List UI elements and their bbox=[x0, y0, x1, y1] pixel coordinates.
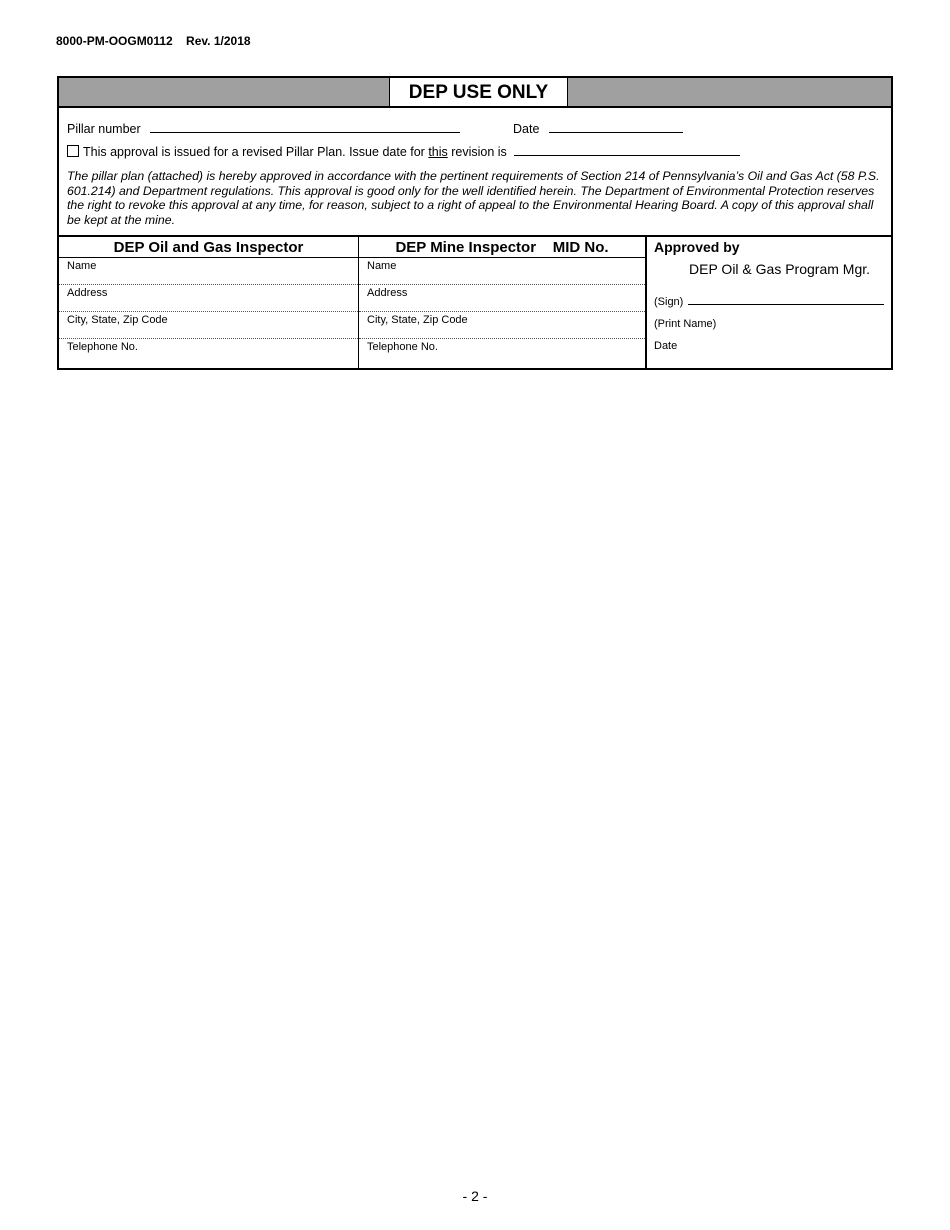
page-number: - 2 - bbox=[462, 1188, 488, 1204]
approved-by-column bbox=[647, 237, 891, 370]
revised-plan-checkbox[interactable] bbox=[67, 145, 79, 157]
oil-gas-address-label: Address bbox=[67, 287, 108, 299]
oil-gas-phone-field[interactable] bbox=[59, 339, 358, 366]
pillar-number-row bbox=[67, 122, 460, 136]
oil-gas-city-field[interactable] bbox=[59, 312, 358, 339]
revision-text-prefix: This approval is issued for a revised Pillar Plan. Issue date for bbox=[83, 145, 429, 159]
approval-date-label[interactable]: Date bbox=[654, 340, 678, 352]
approval-statement: The pillar plan (attached) is hereby approved in accordance with the pertinent requirements of Section 214 of Pennsylvania’s Oil and Gas Act (58 P.S. 601.214) and Department regulations. This approval is good only for the well identified herein. The Department of Environmental Protection reserves the right to revoke this approval at any time, for reason, subject to a right of appeal to the Environmental Hearing Board. A copy of this approval shall be kept at the mine. bbox=[67, 169, 880, 227]
pillar-number-field[interactable] bbox=[150, 131, 460, 133]
mine-address-label: Address bbox=[367, 287, 408, 299]
oil-gas-address-field[interactable] bbox=[59, 285, 358, 312]
mine-inspector-title: DEP Mine Inspector MID No. bbox=[359, 237, 645, 258]
pillar-number-label: Pillar number bbox=[67, 122, 141, 136]
signature-field[interactable] bbox=[688, 303, 884, 305]
oil-gas-inspector-column bbox=[59, 237, 359, 370]
mine-city-field[interactable] bbox=[359, 312, 645, 339]
dep-use-only-box bbox=[57, 76, 893, 370]
sign-label: (Sign) bbox=[654, 296, 684, 308]
revision-row bbox=[67, 145, 740, 159]
signature-section bbox=[59, 235, 891, 370]
banner bbox=[59, 78, 891, 108]
oil-gas-phone-label: Telephone No. bbox=[67, 341, 138, 353]
date-row bbox=[513, 122, 683, 136]
banner-title: DEP USE ONLY bbox=[389, 78, 568, 106]
program-manager-title: DEP Oil & Gas Program Mgr. bbox=[689, 261, 871, 277]
mine-city-label: City, State, Zip Code bbox=[367, 314, 468, 326]
mine-phone-label: Telephone No. bbox=[367, 341, 438, 353]
form-number: 8000-PM-OOGM0112 Rev. 1/2018 bbox=[56, 34, 251, 48]
date-field[interactable] bbox=[549, 131, 683, 133]
mine-address-field[interactable] bbox=[359, 285, 645, 312]
revision-date-field[interactable] bbox=[514, 154, 740, 156]
sign-row bbox=[654, 296, 884, 308]
mine-phone-field[interactable] bbox=[359, 339, 645, 366]
print-name-label[interactable]: (Print Name) bbox=[654, 318, 717, 330]
oil-gas-inspector-title: DEP Oil and Gas Inspector bbox=[59, 237, 358, 258]
mine-inspector-column bbox=[359, 237, 647, 370]
oil-gas-city-label: City, State, Zip Code bbox=[67, 314, 168, 326]
revision-text-this: this bbox=[428, 145, 448, 159]
approved-by-heading: Approved by bbox=[654, 239, 740, 255]
oil-gas-name-label: Name bbox=[67, 260, 97, 272]
revision-text-suffix: revision is bbox=[447, 145, 507, 159]
oil-gas-name-field[interactable] bbox=[59, 258, 358, 285]
mine-name-label: Name bbox=[367, 260, 397, 272]
mine-name-field[interactable] bbox=[359, 258, 645, 285]
date-label: Date bbox=[513, 122, 540, 136]
